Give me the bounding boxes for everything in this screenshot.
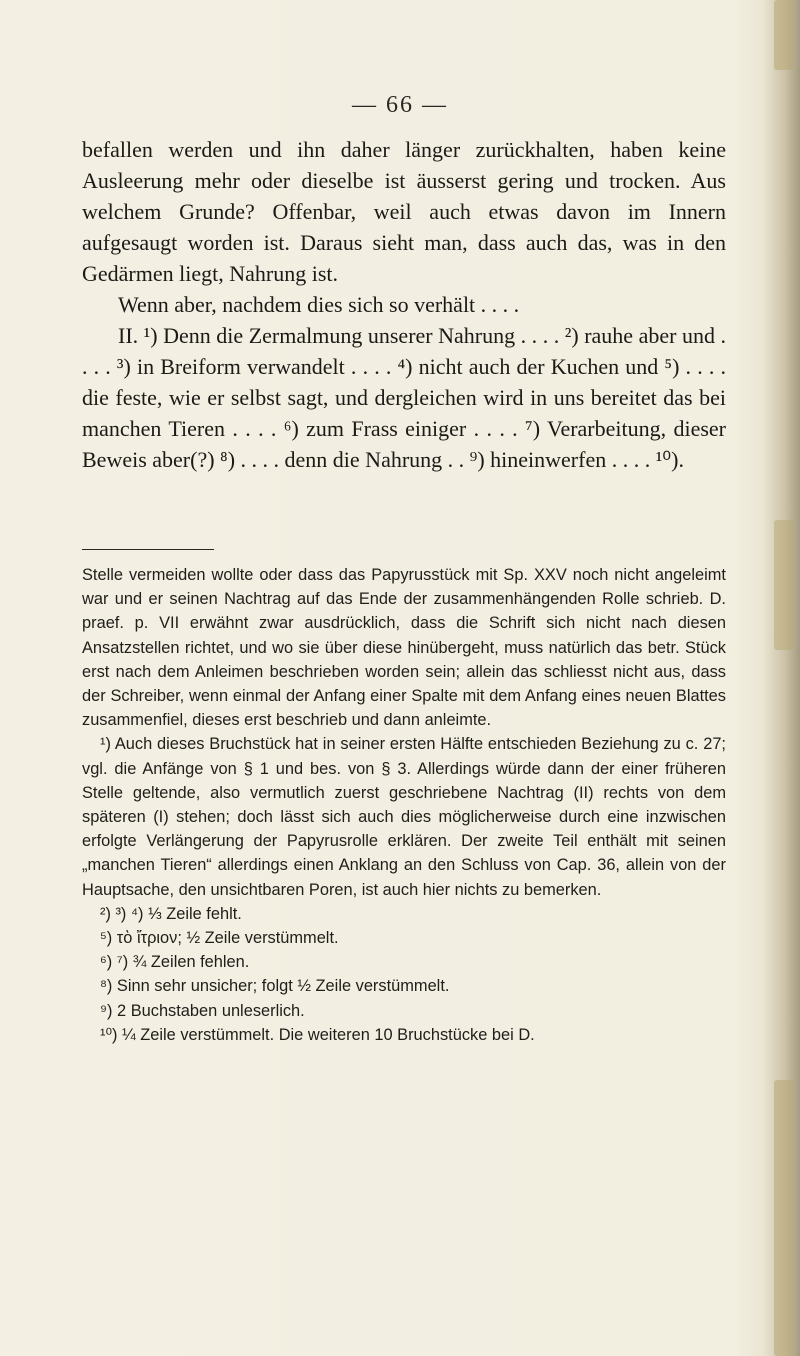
- page-number: — 66 —: [352, 92, 448, 118]
- footnote: ⁹) 2 Buchstaben unleserlich.: [100, 1001, 305, 1020]
- main-paragraph: Wenn aber, nachdem dies sich so verhält . . . .: [118, 292, 520, 317]
- footnote: ⁶) ⁷) ¾ Zeilen fehlen.: [100, 953, 250, 972]
- page-edge-mark: [774, 1080, 794, 1356]
- footnotes: [82, 563, 726, 1047]
- main-text: [82, 134, 726, 475]
- footnote: ²) ³) ⁴) ⅓ Zeile fehlt.: [100, 904, 242, 923]
- footnote: ⁸) Sinn sehr unsicher; folgt ½ Zeile verstümmelt.: [100, 977, 450, 996]
- footnote: ¹⁰) ¼ Zeile verstümmelt. Die weiteren 10 Bruchstücke bei D.: [100, 1025, 535, 1044]
- footnote: ⁵) τὸ ἴτριον; ½ Zeile verstümmelt.: [100, 929, 339, 948]
- page-edge-mark: [774, 0, 794, 70]
- page-edge-mark: [774, 520, 794, 650]
- footnote-continuation: Stelle vermeiden wollte oder dass das Papyrusstück mit Sp. XXV noch nicht angeleimt war und er seinen Nachtrag auf das Ende der zusammenhängenden Rolle schrieb. D. praef. p. VII erwähnt zwar ausdrücklich, dass die Schrift sich nicht nach diesen Ansatzstellen richtet, und wo sie über diese hinübergeht, muss natürlich das betr. Stück erst nach dem Anleimen beschrieben worden sein; allein das schliesst nicht aus, dass der Schreiber, wenn einmal der Anfang einer Spalte mit dem Anfang eines neuen Blattes zusammenfiel, dieses erst beschrieb und dann anleimte.: [82, 566, 726, 730]
- footnote: ¹) Auch dieses Bruchstück hat in seiner ersten Hälfte entschieden Beziehung zu c. 27; vgl. die Anfänge von § 1 und bes. von § 3. Allerdings würde dann der einer früheren Stelle geltende, also vermutlich zuerst geschriebene Nachtrag (II) rechts von dem späteren (I) stehen; doch lässt sich auch dies möglicherweise durch eine inzwischen erfolgte Verlängerung der Papyrusrolle erklären. Der zweite Teil enthält mit seinen „manchen Tieren“ allerdings einen Anklang an den Schluss von Cap. 36, allein von der Hauptsache, den unsichtbaren Poren, ist auch hier nichts zu bemerken.: [82, 735, 726, 899]
- footnote-separator: [82, 549, 214, 550]
- main-paragraph: II. ¹) Denn die Zermalmung unserer Nahrung . . . . ²) rauhe aber und . . . . ³) in Breiform verwandelt . . . . ⁴) nicht auch der Kuchen und ⁵) . . . . die feste, wie er selbst sagt, und dergleichen wird in uns bereitet das bei manchen Tieren . . . . ⁶) zum Frass einiger . . . . ⁷) Verarbeitung, dieser Beweis aber(?) ⁸) . . . . denn die Nahrung . . ⁹) hineinwerfen . . . . ¹⁰).: [82, 323, 726, 472]
- main-paragraph: befallen werden und ihn daher länger zurückhalten, haben keine Ausleerung mehr oder dieselbe ist äusserst gering und trocken. Aus welchem Grunde? Offenbar, weil auch etwas davon im Innern aufgesaugt worden ist. Daraus sieht man, dass auch das, was in den Gedärmen liegt, Nahrung ist.: [82, 137, 726, 286]
